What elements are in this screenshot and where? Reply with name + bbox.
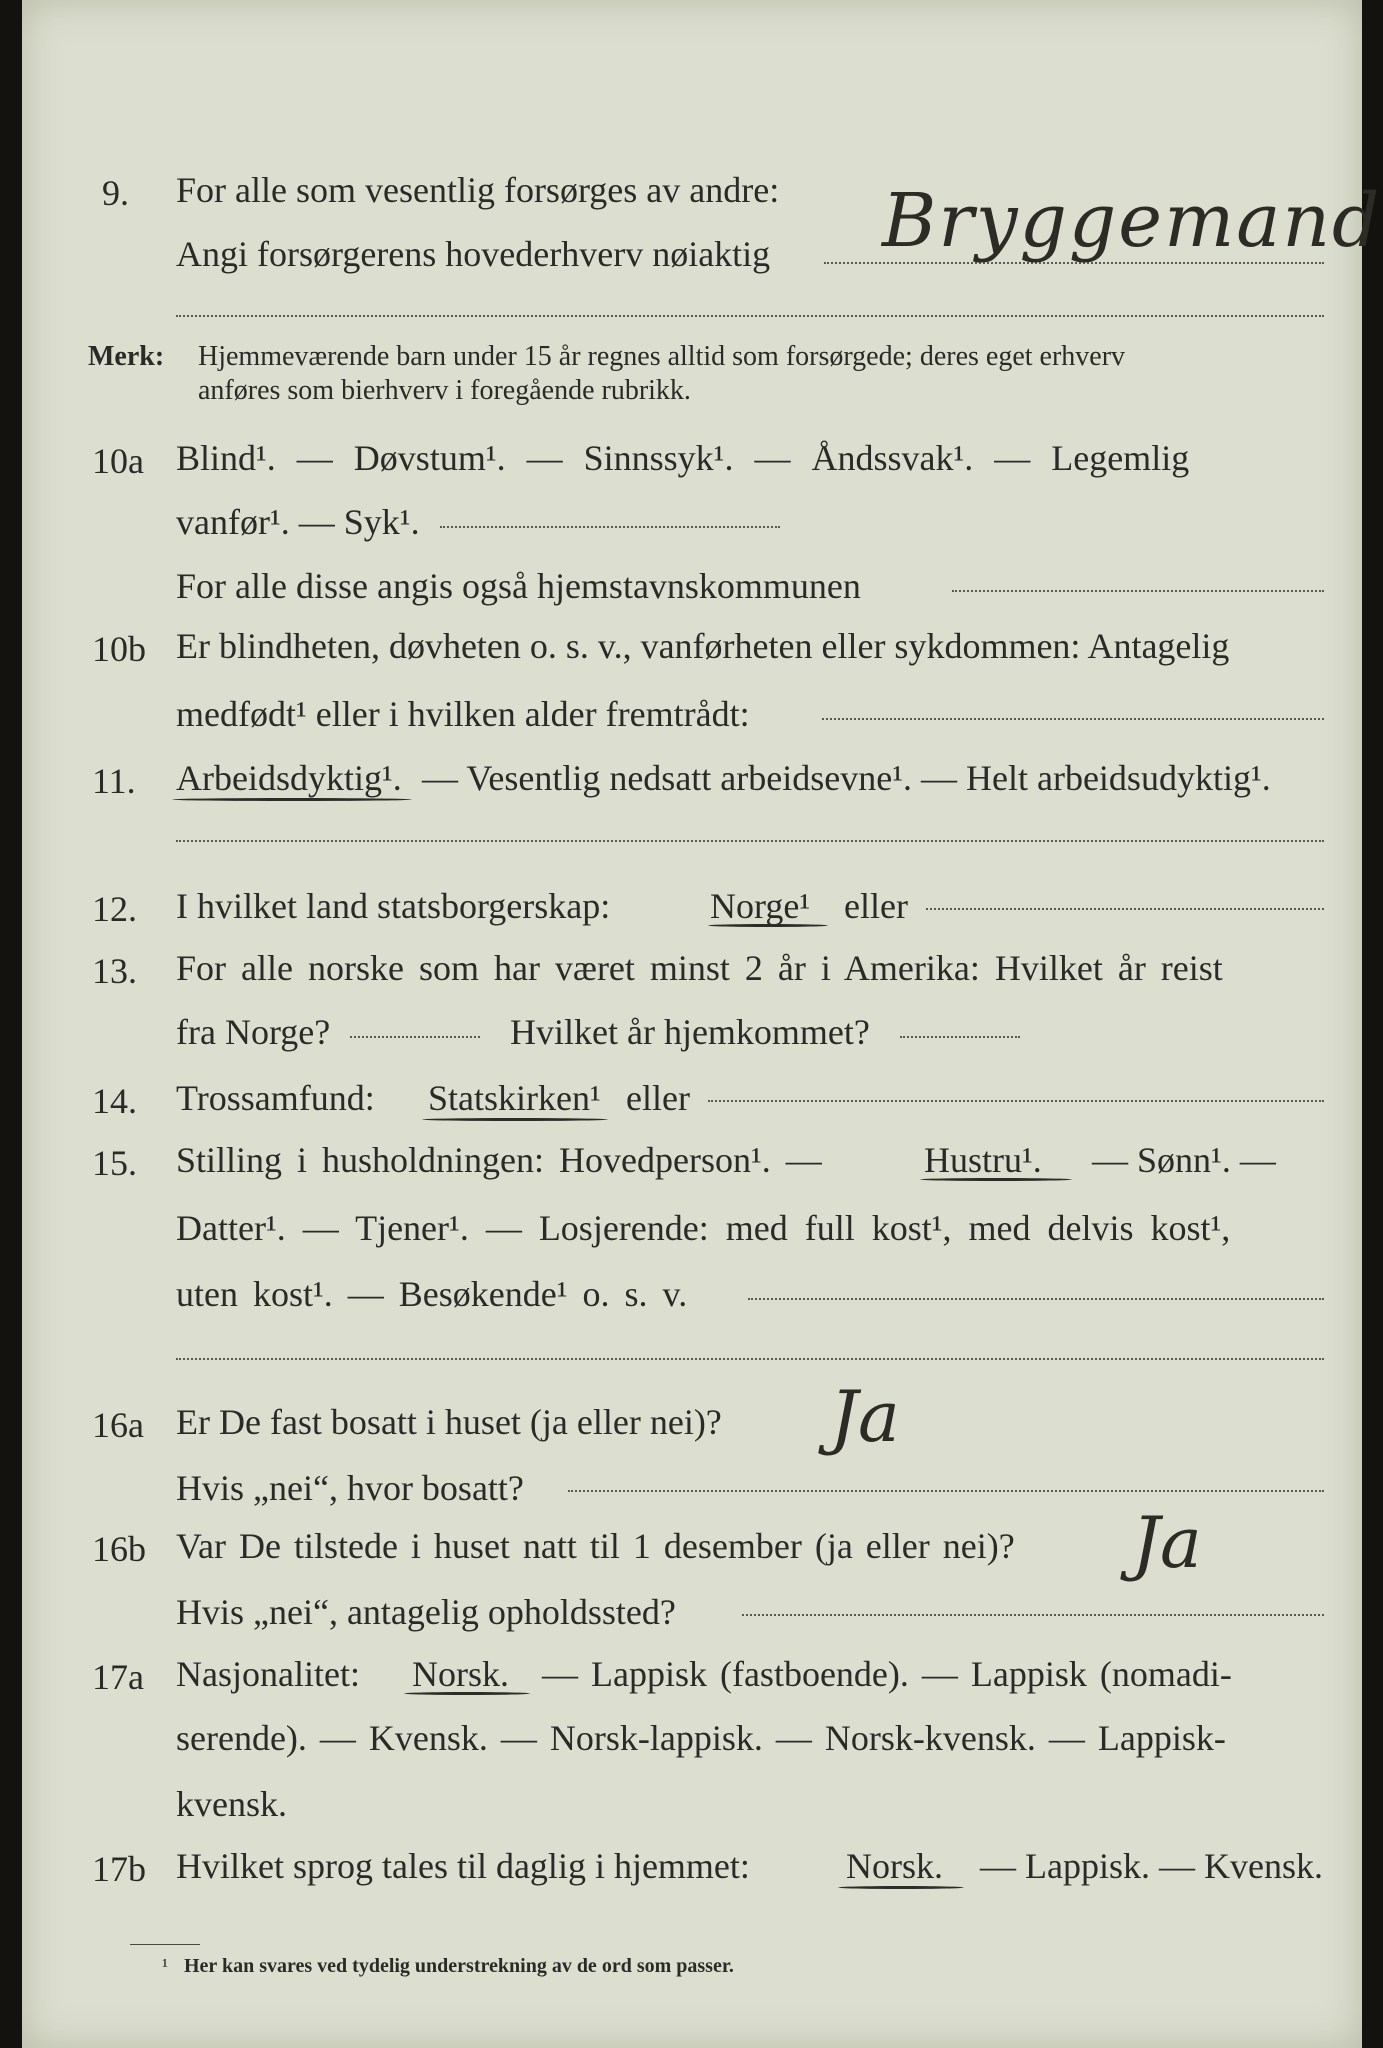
footnote-mark: ¹ [162, 1955, 168, 1977]
q10a-line-3: For alle disse angis også hjemstavnskommunen [176, 566, 861, 606]
q13-hjemkommet-line [900, 1036, 1020, 1038]
q9-line-1: For alle som vesentlig forsørges av andre: [176, 170, 780, 210]
q9-line-2: Angi forsørgerens hovederhverv nøiaktig [176, 234, 771, 274]
q17a-line-1-rest: — Lappisk (fastboende). — Lappisk (nomadi- [542, 1654, 1232, 1694]
q13-reist-line [350, 1036, 480, 1038]
question-number-9: 9. [102, 173, 129, 213]
q13-line-2b: Hvilket år hjemkommet? [510, 1012, 870, 1052]
q17b-suffix: — Lappisk. — Kvensk. [980, 1846, 1323, 1886]
q16a-line-2: Hvis „nei“, hvor bosatt? [176, 1468, 524, 1508]
question-number-12: 12. [92, 889, 137, 929]
q15-answer-line [748, 1298, 1324, 1300]
question-number-10b: 10b [92, 629, 146, 669]
q15-line-1b: — Sønn¹. — [1092, 1140, 1276, 1180]
question-number-11: 11. [92, 761, 136, 801]
q13-line-2a: fra Norge? [176, 1012, 331, 1052]
footnote-divider [130, 1944, 200, 1945]
q15-extra-line [176, 1358, 1324, 1360]
q17a-line-3: kvensk. [176, 1784, 287, 1824]
q17b-option-norsk: Norsk. [846, 1846, 943, 1886]
footnote-text: Her kan svares ved tydelig understrekning av de ord som passer. [184, 1955, 734, 1977]
q16b-handwritten-answer: Ja [1132, 1502, 1202, 1584]
q11-option-arbeidsdyktig: Arbeidsdyktig¹. [176, 758, 402, 798]
question-number-10a: 10a [92, 441, 144, 481]
q17b-underline-mark [838, 1886, 964, 1889]
q14-underline-mark [422, 1118, 608, 1121]
q15-option-hustru: Hustru¹. [924, 1140, 1042, 1180]
q16b-line-1: Var De tilstede i huset natt til 1 desember (ja eller nei)? [176, 1526, 1015, 1566]
q15-underline-mark [920, 1178, 1072, 1181]
q14-option-statskirken: Statskirken¹ [428, 1078, 601, 1118]
q16a-handwritten-answer: Ja [830, 1376, 900, 1458]
q16b-line-2: Hvis „nei“, antagelig opholdssted? [176, 1592, 676, 1632]
q14-answer-line [708, 1100, 1324, 1102]
q10b-line-2: medfødt¹ eller i hvilken alder fremtrådt: [176, 694, 750, 734]
q11-extra-line [176, 840, 1324, 842]
question-number-17b: 17b [92, 1849, 146, 1889]
q15-line-2: Datter¹. — Tjener¹. — Losjerende: med full kost¹, med delvis kost¹, [176, 1208, 1231, 1248]
q13-line-1: For alle norske som har været minst 2 år i Amerika: Hvilket år reist [176, 948, 1223, 988]
q11-underline-mark [172, 798, 412, 801]
question-number-13: 13. [92, 951, 137, 991]
q15-line-1a: Stilling i husholdningen: Hovedperson¹. — [176, 1140, 822, 1180]
q17a-line-2: serende). — Kvensk. — Norsk-lappisk. — Norsk-kvensk. — Lappisk- [176, 1718, 1226, 1758]
question-number-16a: 16a [92, 1405, 144, 1445]
merk-line-1: Hjemmeværende barn under 15 år regnes alltid som forsørgede; deres eget erhverv [198, 341, 1126, 372]
q11-line-rest: — Vesentlig nedsatt arbeidsevne¹. — Helt arbeidsudyktig¹. [422, 758, 1271, 798]
q10a-syk-line [440, 526, 780, 528]
q9-handwritten-answer: Bryggemand [882, 178, 1382, 264]
q17a-underline-mark [404, 1692, 530, 1695]
q10a-hjemstavn-line [952, 590, 1324, 592]
q15-line-3: uten kost¹. — Besøkende¹ o. s. v. [176, 1274, 688, 1314]
merk-label: Merk: [88, 341, 165, 372]
q10b-answer-line [822, 718, 1324, 720]
q17a-option-norsk: Norsk. [412, 1654, 509, 1694]
question-number-16b: 16b [92, 1529, 146, 1569]
q12-prefix: I hvilket land statsborgerskap: [176, 886, 611, 926]
question-number-17a: 17a [92, 1657, 144, 1697]
merk-line-2: anføres som bierhverv i foregående rubrikk. [198, 375, 691, 406]
q12-option-norge: Norge¹ [710, 886, 811, 926]
q10a-line-1: Blind¹. — Døvstum¹. — Sinnssyk¹. — Åndssvak¹. — Legemlig [176, 438, 1190, 478]
q17b-prefix: Hvilket sprog tales til daglig i hjemmet: [176, 1846, 750, 1886]
question-number-14: 14. [92, 1081, 137, 1121]
q12-answer-line [926, 908, 1324, 910]
question-number-15: 15. [92, 1143, 137, 1183]
q14-suffix: eller [626, 1078, 690, 1118]
q12-suffix: eller [844, 886, 908, 926]
q16b-answer-line [742, 1614, 1324, 1616]
q16a-answer-line [568, 1490, 1324, 1492]
census-form-page [22, 0, 1382, 2048]
q17a-prefix: Nasjonalitet: [176, 1654, 360, 1694]
q10b-line-1: Er blindheten, døvheten o. s. v., vanførheten eller sykdommen: Antagelig [176, 626, 1230, 666]
q12-underline-mark [708, 924, 828, 927]
q10a-line-2: vanfør¹. — Syk¹. [176, 502, 420, 542]
q14-prefix: Trossamfund: [176, 1078, 375, 1118]
q16a-line-1: Er De fast bosatt i huset (ja eller nei)? [176, 1402, 722, 1442]
q9-extra-line [176, 315, 1324, 317]
